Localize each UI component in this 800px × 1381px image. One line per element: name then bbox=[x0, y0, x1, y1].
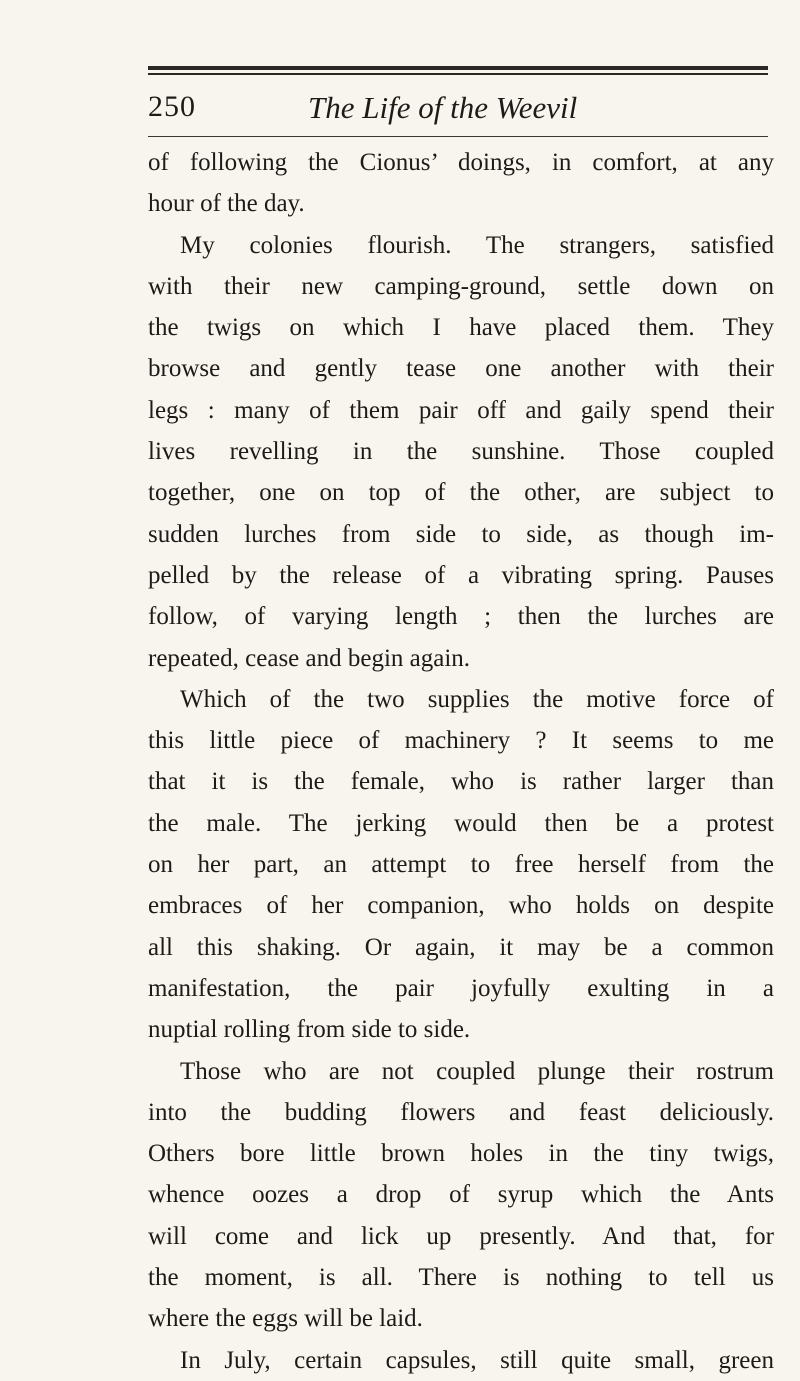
text-line: of following the Cionus’ doings, in comfort, at any bbox=[148, 149, 774, 176]
text-line: browse and gently tease one another with their bbox=[148, 355, 774, 383]
text-line: whence oozes a drop of syrup which the Ants bbox=[148, 1181, 774, 1209]
text-line: together, one on top of the other, are subject to bbox=[148, 479, 774, 507]
text-line: the male. The jerking would then be a protest bbox=[148, 809, 774, 837]
text-line: all this shaking. Or again, it may be a common bbox=[148, 933, 774, 961]
text-line: In July, certain capsules, still quite small, green bbox=[180, 1346, 774, 1374]
text-line: Which of the two supplies the motive force of bbox=[180, 685, 774, 713]
body-text bbox=[148, 142, 774, 1381]
text-line: hour of the day. bbox=[148, 190, 305, 218]
text-line: Those who are not coupled plunge their rostrum bbox=[180, 1057, 774, 1085]
text-line: Others bore little brown holes in the tiny twigs, bbox=[148, 1140, 774, 1168]
text-line: My colonies flourish. The strangers, satisfied bbox=[180, 231, 774, 259]
text-line: lives revelling in the sunshine. Those coupled bbox=[148, 438, 774, 466]
text-line: the moment, is all. There is nothing to tell us bbox=[148, 1264, 774, 1292]
text-line: this little piece of machinery ? It seems to me bbox=[148, 727, 774, 755]
running-title: The Life of the Weevil bbox=[308, 90, 578, 125]
text-line: follow, of varying length ; then the lurches are bbox=[148, 603, 774, 631]
header-rule-thick bbox=[148, 66, 768, 70]
text-line: sudden lurches from side to side, as though im- bbox=[148, 520, 774, 548]
text-line: with their new camping-ground, settle down on bbox=[148, 272, 774, 300]
text-line: nuptial rolling from side to side. bbox=[148, 1016, 471, 1044]
header-rule-thin bbox=[148, 73, 768, 75]
text-line: on her part, an attempt to free herself from the bbox=[148, 851, 774, 879]
text-line: manifestation, the pair joyfully exulting in a bbox=[148, 974, 774, 1002]
page-number: 250 bbox=[148, 90, 196, 123]
text-line: will come and lick up presently. And that, for bbox=[148, 1222, 774, 1250]
head-rule bbox=[148, 136, 768, 137]
text-line: that it is the female, who is rather larger than bbox=[148, 768, 774, 796]
text-line: repeated, cease and begin again. bbox=[148, 644, 471, 672]
text-line: embraces of her companion, who holds on despite bbox=[148, 892, 774, 920]
text-line: legs : many of them pair off and gaily spend their bbox=[148, 396, 774, 424]
running-head bbox=[148, 90, 768, 132]
text-line: where the eggs will be laid. bbox=[148, 1305, 423, 1333]
text-line: into the budding flowers and feast deliciously. bbox=[148, 1098, 774, 1126]
text-line: the twigs on which I have placed them. They bbox=[148, 314, 774, 342]
text-line: pelled by the release of a vibrating spring. Pauses bbox=[148, 561, 774, 589]
